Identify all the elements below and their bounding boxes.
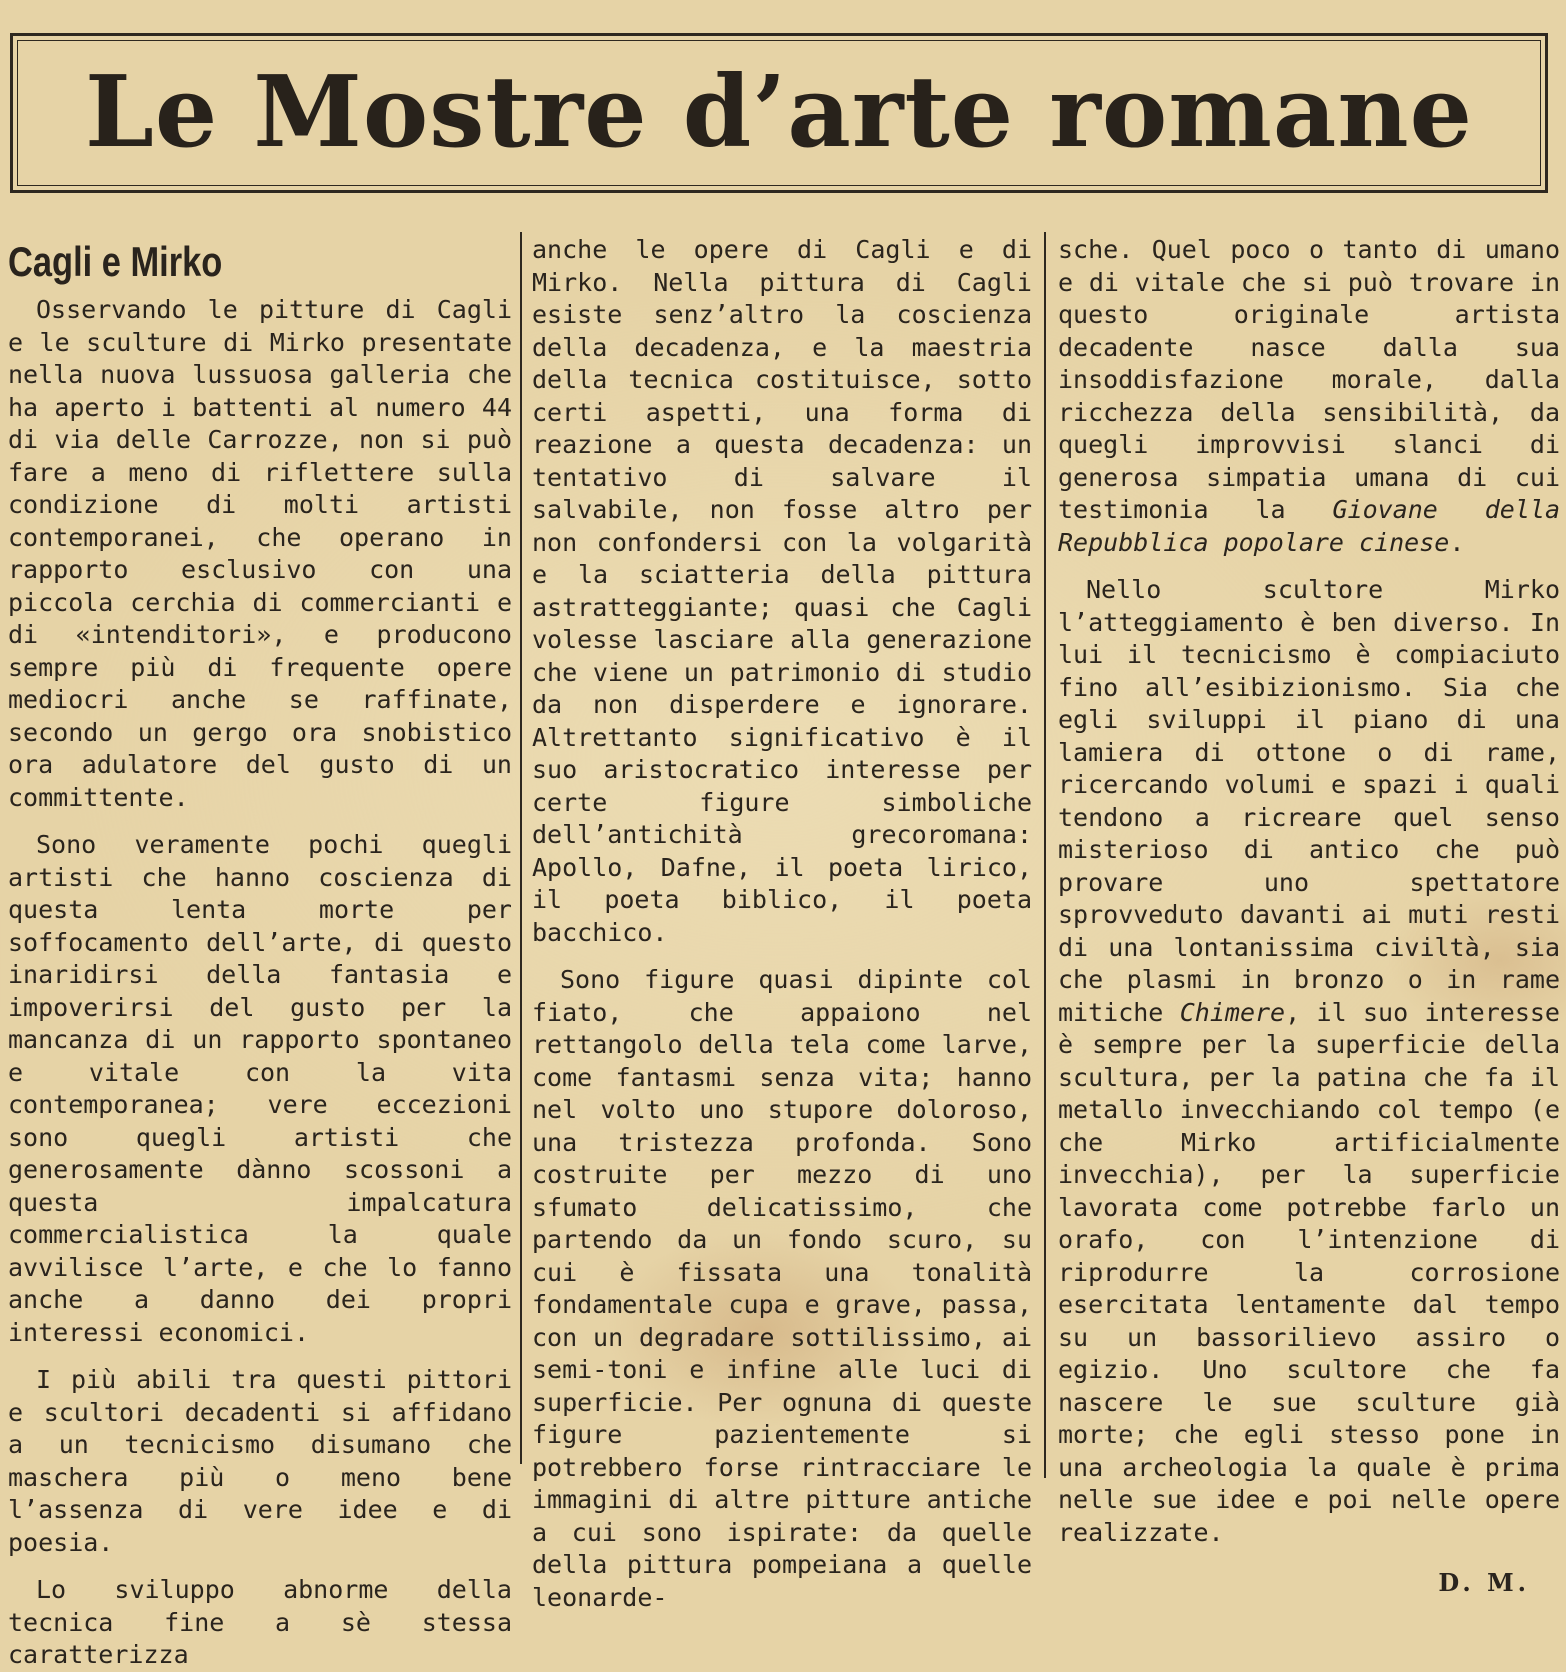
- paragraph-text: sche. Quel poco o tanto di umano e di vitale che si può trovare in questo originale artista decadente nasce dalla sua insoddisfazione morale, dalla ricchezza della sensibilità, da quegli improvvisi slanci di generosa simpatia umana di cui testimonia la: [1058, 235, 1560, 524]
- column-rule-2: [1044, 232, 1046, 1478]
- column-1: [8, 232, 512, 1669]
- paragraph: anche le opere di Cagli e di Mirko. Nella pittura di Cagli esiste senz’altro la coscienza della decadenza, e la maestria della tecnica costituisce, sotto certi aspetti, una forma di reazione a questa decadenza: un tentativo di salvare il salvabile, non fosse altro per non confondersi con la volgarità e la sciatteria della pittura astratteggiante; quasi che Cagli volesse lasciare alla generazione che viene un patrimonio di studio da non disperdere e ignorare. Altrettanto significativo è il suo aristocratico interesse per certe figure simboliche dell’antichità grecoromana: Apollo, Dafne, il poeta lirico, il poeta biblico, il poeta bacchico.: [532, 235, 1032, 947]
- column-rule-1: [520, 232, 522, 1464]
- column-2: [532, 234, 1032, 1612]
- headline-box: [10, 33, 1548, 193]
- paragraph: Sono figure quasi dipinte col fiato, che appaiono nel rettangolo della tela come larve, come fantasmi senza vita; hanno nel volto uno stupore doloroso, una tristezza profonda. Sono costruite per mezzo di uno sfumato delicatissimo, che partendo da un fondo scuro, su cui è fissata una tonalità fondamentale cupa e grave, passa, con un degradare sottilissimo, ai semi-toni e infine alle luci di superficie. Per ognuna di queste figure pazientemente si potrebbero forse rintracciare le immagini di altre pitture antiche a cui sono ispirate: da quelle della pittura pompeiana a quelle leonarde-: [532, 965, 1032, 1612]
- paragraph: I più abili tra questi pittori e scultori decadenti si affidano a un tecnicismo disumano che maschera più o meno bene l’assenza di vere idee e di poesia.: [8, 1365, 512, 1557]
- paragraph: Osservando le pitture di Cagli e le sculture di Mirko presentate nella nuova lussuosa galleria che ha aperto i battenti al numero 44 di via delle Carrozze, non si può fare a meno di riflettere sulla condizione di molti artisti contemporanei, che operano in rapporto esclusivo con una piccola cerchia di commercianti e di «intenditori», e producono sempre più di frequente opere mediocri anche se raffinate, secondo un gergo ora snobistico ora adulatore del gusto di un committente.: [8, 295, 512, 812]
- paragraph: Sono veramente pochi quegli artisti che hanno coscienza di questa lenta morte per soffocamento dell’arte, di questo inaridirsi della fantasia e impoverirsi del gusto per la mancanza di un rapporto spontaneo e vitale con la vita contemporanea; vere eccezioni sono quegli artisti che generosamente dànno scossoni a questa impalcatura commercialistica la quale avvilisce l’arte, e che lo fanno anche a danno dei propri interessi economici.: [8, 830, 512, 1347]
- author-signature: D. M.: [1438, 1568, 1530, 1597]
- headline: Le Mostre d’arte romane: [84, 55, 1474, 170]
- subhead: Cagli e Mirko: [8, 238, 223, 285]
- paragraph: [1058, 574, 1560, 1549]
- artwork-title: Chimere: [1179, 997, 1286, 1027]
- paragraph-text: Nello scultore Mirko l’atteggiamento è ben diverso. In lui il tecnicismo è compiaciuto fino all’esibizionismo. Sia che egli sviluppi il piano di una lamiera di ottone o di rame, ricercando volumi e spazi i quali tendono a ricreare quel senso misterioso di antico che può provare uno spettatore sprovveduto davanti ai muti resti di una lontanissima civiltà, sia che plasmi in bronzo o in rame mitiche: [1058, 575, 1560, 1027]
- paragraph-text: .: [1449, 527, 1465, 557]
- column-3: [1058, 234, 1561, 1597]
- paragraph: Lo sviluppo abnorme della tecnica fine a sè stessa caratterizza: [8, 1575, 512, 1669]
- paragraph-text: , il suo interesse è sempre per la superficie della scultura, per la patina che fa il metallo invecchiando col tempo (e che Mirko artificialmente invecchia), per la superficie lavorata come potrebbe farlo un orafo, con l’intenzione di riprodurre la corrosione esercitata lentamente dal tempo su un bassorilievo assiro o egizio. Uno scultore che fa nascere le sue sculture già morte; che egli stesso pone in una archeologia la quale è prima nelle sue idee e poi nelle opere realizzate.: [1058, 997, 1560, 1547]
- artwork-title: Giovane della Repubblica popolare cinese: [1058, 495, 1561, 557]
- paragraph: [1058, 234, 1560, 559]
